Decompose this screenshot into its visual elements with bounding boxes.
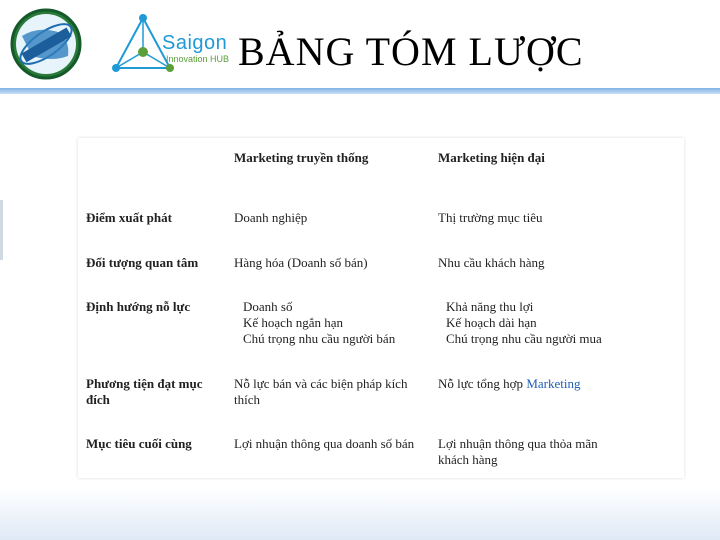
left-accent bbox=[0, 200, 3, 260]
header-traditional: Marketing truyền thống bbox=[234, 150, 369, 165]
cell-traditional: Lợi nhuận thông qua doanh số bán bbox=[234, 436, 415, 451]
list-item: Chú trọng nhu cầu người mua bbox=[446, 331, 602, 346]
cell-modern bbox=[438, 376, 678, 392]
marketing-link[interactable]: Marketing bbox=[526, 376, 581, 391]
cell-modern: Nhu cầu khách hàng bbox=[438, 255, 545, 270]
row-label-final-goal: Mục tiêu cuối cùng bbox=[86, 436, 192, 451]
list-item: Chú trọng nhu cầu người bán bbox=[243, 331, 396, 346]
list-item: Kế hoạch ngắn hạn bbox=[243, 315, 343, 330]
globe-logo-icon bbox=[8, 6, 84, 82]
cell-traditional: Hàng hóa (Doanh số bán) bbox=[234, 255, 368, 270]
cell-modern-text: Nỗ lực tổng hợp bbox=[438, 376, 527, 391]
comparison-table bbox=[78, 138, 684, 478]
row-label-means: Phương tiện đạt mục đích bbox=[86, 376, 203, 407]
row-label-effort-direction: Định hướng nỗ lực bbox=[86, 299, 191, 314]
cell-modern: Lợi nhuận thông qua thỏa mãn khách hàng bbox=[438, 436, 598, 467]
list-item: Kế hoạch dài hạn bbox=[446, 315, 537, 330]
logo-subtitle: Innovation HUB bbox=[166, 54, 230, 64]
cell-modern: Thị trường mục tiêu bbox=[438, 210, 543, 225]
list-item: Doanh số bbox=[243, 299, 293, 314]
header-divider bbox=[0, 88, 720, 94]
header-modern: Marketing hiện đại bbox=[438, 150, 545, 165]
row-label-starting-point: Điểm xuất phát bbox=[86, 210, 172, 225]
page-title: BẢNG TÓM LƯỢC bbox=[238, 29, 584, 74]
logo-name: Saigon bbox=[162, 32, 228, 54]
row-label-focus: Đối tượng quan tâm bbox=[86, 255, 199, 270]
cell-traditional: Nỗ lực bán và các biện pháp kích thích bbox=[234, 376, 408, 407]
bottom-band bbox=[0, 488, 720, 540]
cell-traditional: Doanh nghiệp bbox=[234, 210, 308, 225]
list-item: Khả năng thu lợi bbox=[446, 299, 534, 314]
